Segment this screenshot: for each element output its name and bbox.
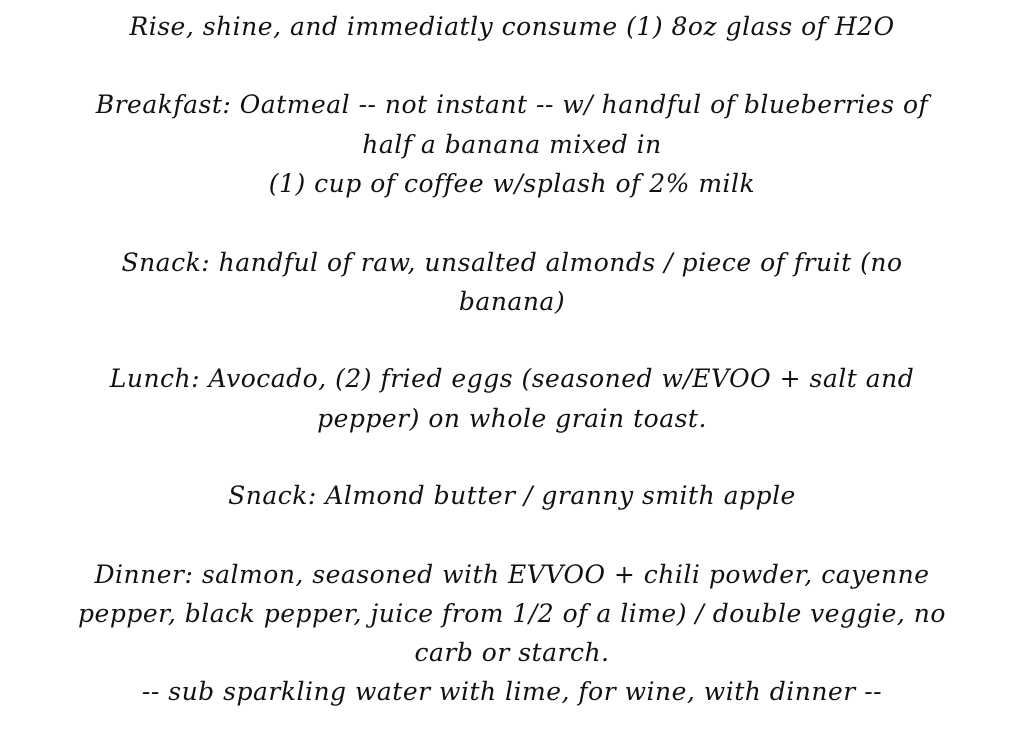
breakfast-line-1: Breakfast: Oatmeal -- not instant -- w/ handful of blueberries of xyxy=(95,90,929,119)
dinner-line-4: -- sub sparkling water with lime, for wine, with dinner -- xyxy=(141,677,883,706)
dinner-line-1: Dinner: salmon, seasoned with EVVOO + chili powder, cayenne xyxy=(94,560,930,589)
lunch-line-1: Lunch: Avocado, (2) fried eggs (seasoned w/EVOO + salt and xyxy=(109,364,915,393)
snack-1-line-1: Snack: handful of raw, unsalted almonds / piece of fruit (no xyxy=(121,248,903,277)
snack-1-line-2: banana) xyxy=(458,287,566,316)
snack-2-line-1: Snack: Almond butter / granny smith apple xyxy=(228,481,796,510)
breakfast-line-2: half a banana mixed in xyxy=(362,130,662,159)
intro-line: Rise, shine, and immediatly consume (1) 8oz glass of H2O xyxy=(129,12,895,41)
lunch-line-2: pepper) on whole grain toast. xyxy=(317,404,707,433)
dinner-line-3: carb or starch. xyxy=(414,638,610,667)
breakfast-line-3: (1) cup of coffee w/splash of 2% milk xyxy=(268,169,756,198)
dinner-line-2: pepper, black pepper, juice from 1/2 of a lime) / double veggie, no xyxy=(78,599,946,628)
